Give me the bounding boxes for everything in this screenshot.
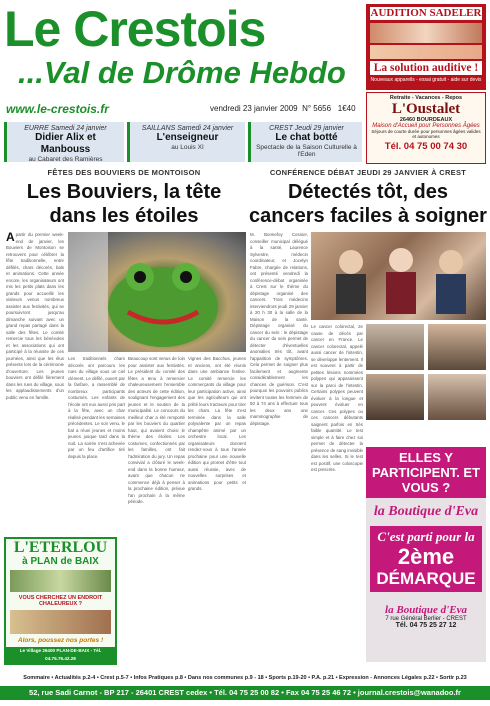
ad-oustalet-small: Séjours de courte durée pour personnes âgées valides et autonomes [371, 129, 481, 139]
contact-footer: 52, rue Sadi Carnot - BP 217 - 26401 CREST cedex • Tél. 04 75 25 00 82 • Fax 04 75 25 46 72 • journal.crestois@wanadoo.fr [0, 686, 490, 700]
issue-date: vendredi 23 janvier 2009 [210, 104, 298, 113]
ad-oustalet-name: L'Oustalet [391, 101, 461, 117]
story1-kicker: FÊTES DES BOUVIERS DE MONTOISON [47, 168, 201, 177]
event-crest[interactable] [248, 122, 362, 162]
ad-oustalet[interactable] [366, 92, 486, 164]
story2-headline[interactable]: Détectés tôt, des cancers faciles à soigner [249, 181, 487, 227]
story2-text-col2: Le cancer colorectal, 2e cause de décès par cancer en France. Le cancer colorectal, appelé aussi cancer de l'intestin, se développe lentement. Il est souvent à partir de petites lésions nommées polypes qui apparaissent sur la paroi de l'intestin. Certains polypes peuvent évoluer à la longue et peuvent évoluer en cancer. Ces polypes ou ces cancers débutants saignent parfois en très faible quantité. Le test simple et à faire chez soi permet de détecter la présence de sang invisible dans les selles. Si le test est positif, une coloscopie est prescrite. [311, 324, 363, 472]
event-sub: au Cabaret des Ramières [28, 156, 103, 162]
frog-mascot-icon [68, 232, 246, 352]
ad-audition-slogan: La solution auditive ! [370, 61, 482, 75]
story2-photo-portrait-2 [428, 324, 486, 370]
story1-photo-frog [68, 232, 246, 352]
ad-audition-title: AUDITION SADELER [370, 7, 482, 19]
ad-eterlou-subtitle: à PLAN de BAIX [22, 556, 99, 567]
ad-audition-image [370, 23, 482, 43]
ad-oustalet-tag: Retraite - Vacances - Repos [389, 95, 463, 101]
ad-eterlou-image-2 [10, 610, 111, 634]
masthead-title: Le Crestois [4, 1, 266, 57]
event-saillans[interactable] [127, 122, 245, 162]
ad-oustalet-phone: Tél. 04 75 00 74 30 [384, 141, 468, 152]
ad-oustalet-place: 26460 BOURDEAUX [399, 117, 453, 123]
story2-photo-portrait-1 [366, 324, 424, 370]
ad-eterlou-footer: Le Village 26400 PLAN-DE-BAIX - Tél. 04.75.76.42.28 [6, 647, 115, 663]
story1-text-col3: Beaucoup sont venus de loin pour assister aux festivités. Le président du comité des fêtes a tenu à remercier chaleureusement l'ensemble des acteurs de cette édition, soulignant l'engagement des jeunes et le soutien de la municipalité. Le concours du meilleur char a été remporté par les bouviers du quartier haut, qui avaient choisi le thème des étoiles. Les costumes, confectionnés par les familles, ont fait l'admiration du jury. Un repas convivial a clôturé le week-end dans la bonne humeur, avant que chacun ne commence déjà à penser à la prochaine édition, prévue l'an prochain à la même période. [128, 356, 185, 504]
story1-text-col1: Apartir du premier week-end de janvier, les Bouviers de Montoison se retrouvent pour célébrer la fête traditionnelle, entre défilés, chars décorés, bals et animations. Cette année encore, les organisateurs ont mis les petits plats dans les grands pour accueillir les visiteurs venus nombreux assister aux festivités, qui se poursuivront jusqu'au dimanche suivant avec un grand repas partagé dans la salle des fêtes. Le comité remercie tous les bénévoles et les associations qui ont participé à la réussite de ces journées, ainsi que les élus présents lors de la cérémonie d'ouverture. Les jeunes bouviers ont défilé fièrement dans les rues du village, sous les applaudissements d'un public venu en famille. [6, 232, 64, 400]
ad-eterlou-line2: Alors, poussez nos portes ! [17, 637, 104, 644]
ad-eva-pitch: ELLES Y PARTICIPENT. ET VOUS ? [366, 447, 486, 498]
event-date: CREST Jeudi 29 janvier [269, 125, 344, 132]
ad-eva-line2: 2ème [397, 544, 455, 569]
website-link[interactable]: www.le-crestois.fr [6, 102, 109, 116]
speakers-photo-icon [311, 232, 486, 320]
story2-photo-speakers [311, 232, 486, 320]
story1-text-col4: Vignes des Bacchus, jeunes et anciens, ont été réunis dans une ambiance festive. Le comité remercie les commerçants du village pour leur participation active, ainsi que les agriculteurs qui ont prêté leurs tracteurs pour tirer les chars. La fête s'est terminée dans la salle polyvalente par un repas champêtre animé par un orchestre local. Les organisateurs donnent rendez-vous à tous l'année prochaine pour une nouvelle édition qui promet d'être tout aussi réussie, avec de nouvelles surprises et animations pour petits et grands. [188, 356, 246, 491]
issue-number: N° 5656 [302, 104, 332, 113]
event-headline: Le chat botté [275, 132, 338, 143]
event-sub: au Louis XI [171, 144, 204, 151]
ad-eva-shop: la Boutique d'Eva [373, 504, 479, 519]
ad-eva-phone: Tél. 04 75 25 27 12 [395, 622, 457, 629]
story2-text-col1: M. Bonnefoy Cosnier, conseiller municipal délégué à la santé, Laurence Sylvestre, médecin coordinateur, et Jocelyn Fabre, chargée de relations, ont présenté vendredi la conférence-débat organisée à Crest sur le thème du dépistage organisé des cancers. Trois médecins interviendront jeudi 29 janvier à 20 h 30 à la salle de la Maison de la santé. Dépistage organisé du cancer du sein : le dépistage du cancer du sein permet de détecter d'éventuelles anomalies très tôt, avant l'apparition de symptômes. Cela permet de soigner plus facilement et augmente considérablement les chances de guérison. C'est pourquoi les pouvoirs publics invitent toutes les femmes de 50 à 74 ans à effectuer tous les deux ans une mammographie de dépistage. [250, 232, 308, 426]
ad-eva-line3: DÉMARQUE [376, 569, 476, 588]
story1-headline[interactable]: Les Bouviers, la tête dans les étoiles [26, 181, 222, 227]
ad-oustalet-tagline: Maison d'Accueil pour Personnes Âgées [372, 123, 480, 129]
ad-eterlou[interactable] [4, 537, 117, 665]
ad-audition-image-2 [370, 45, 482, 59]
story2-photo-portrait-3 [366, 374, 424, 420]
issue-dateline [210, 104, 356, 113]
ad-boutique-eva[interactable] [366, 447, 486, 662]
event-sub: Spectacle de la Saison Culturelle à l'Eden [256, 144, 357, 158]
ad-eterlou-image [10, 570, 111, 592]
ad-eva-line1: C'est parti pour la [377, 529, 475, 544]
event-headline: Didier Alix et Manbouss [35, 132, 96, 155]
masthead-subtitle: ...Val de Drôme Hebdo [18, 55, 346, 90]
event-date: SAILLANS Samedi 24 janvier [141, 125, 234, 132]
ad-eva-addr: 7 rue Général Berlier - CREST [385, 616, 467, 622]
event-eurre[interactable] [4, 122, 124, 162]
event-date: EURRE Samedi 24 janvier [24, 125, 107, 132]
issue-price: 1€40 [337, 104, 356, 113]
ad-eva-shop-2: la Boutique d'Eva [385, 604, 467, 616]
ad-eterlou-title: L'ETERLOU [13, 539, 108, 556]
story1-text-col2: Les traditionnels chars décorés ont parcouru les rues du village sous un ciel clément. Le défilé, ouvert par la fanfare, a rassemblé de nombreux participants costumés. Les enfants de l'école ont eux aussi pris part à la fête, avec un char réalisé pendant les semaines précédentes. Le soir venu, le bal a réuni jeunes et moins jeunes jusque tard dans la nuit. La soirée s'est achevée par un feu d'artifice tiré depuis la place. [68, 356, 125, 459]
ad-eterlou-line1: VOUS CHERCHEZ UN ENDROIT CHALEUREUX ? [18, 595, 103, 607]
sommaire-bar: Sommaire • Actualités p.2-4 • Crest p.5-7 • Infos Pratiques p.8 • Dans nos communes p.9 - 18 • Sports p.19-20 • P.A. p.21 • Expression - Annonces Légales p.22 • Sortir p.23 [23, 675, 467, 681]
ad-audition-sadeler[interactable] [366, 4, 486, 90]
story2-kicker: CONFÉRENCE DÉBAT JEUDI 29 JANVIER À CREST [269, 168, 467, 177]
ad-audition-small: Nouveaux appareils - essai gratuit - aide sur devis [370, 77, 482, 83]
story2-photo-portrait-4 [428, 374, 486, 420]
event-headline: L'enseigneur [156, 132, 219, 143]
